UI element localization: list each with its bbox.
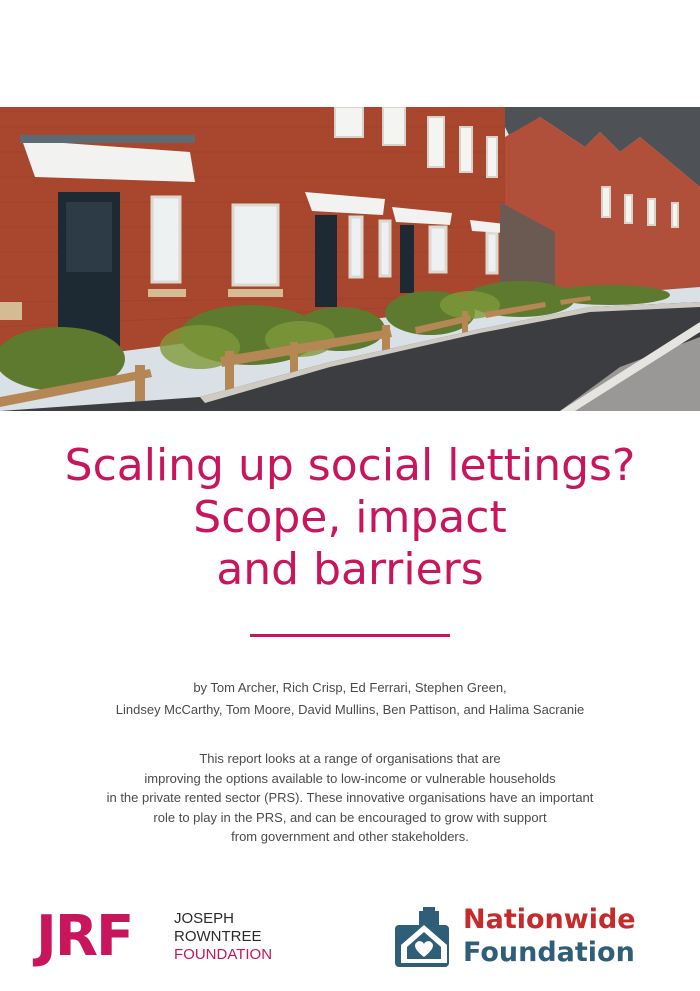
title-line-1: Scaling up social lettings? xyxy=(64,440,636,491)
nationwide-wordmark xyxy=(463,903,636,969)
report-title xyxy=(0,440,700,596)
house-heart-icon xyxy=(393,905,455,969)
authors-line-1: by Tom Archer, Rich Crisp, Ed Ferrari, Stephen Green, xyxy=(193,680,507,695)
summary-line-4: role to play in the PRS, and can be encouraged to grow with support xyxy=(153,809,547,825)
summary-line-3: in the private rented sector (PRS). These innovative organisations have an important xyxy=(106,790,594,805)
summary-line-2: improving the options available to low-income or vulnerable households xyxy=(144,770,556,786)
report-summary xyxy=(0,749,700,847)
jrf-wordmark xyxy=(174,910,272,964)
summary-line-5: from government and other stakeholders. xyxy=(231,829,469,844)
jrf-letters: JRF xyxy=(36,904,133,969)
title-line-3: and barriers xyxy=(216,544,484,595)
authors xyxy=(0,677,700,721)
jrf-word-joseph: JOSEPH xyxy=(174,910,235,927)
nationwide-word: Nationwide xyxy=(463,904,636,935)
authors-line-2: Lindsey McCarthy, Tom Moore, David Mullins, Ben Pattison, and Halima Sacranie xyxy=(115,702,585,717)
jrf-word-rowntree: ROWNTREE xyxy=(174,928,262,945)
nationwide-foundation-logo xyxy=(393,903,663,973)
jrf-logo xyxy=(36,906,306,968)
foundation-word: Foundation xyxy=(463,937,635,968)
jrf-word-foundation: FOUNDATION xyxy=(174,946,273,963)
summary-line-1: This report looks at a range of organisations that are xyxy=(199,751,501,766)
title-line-2: Scope, impact xyxy=(193,492,507,543)
title-divider xyxy=(250,634,450,637)
cover-photo-terraced-houses xyxy=(0,107,700,411)
